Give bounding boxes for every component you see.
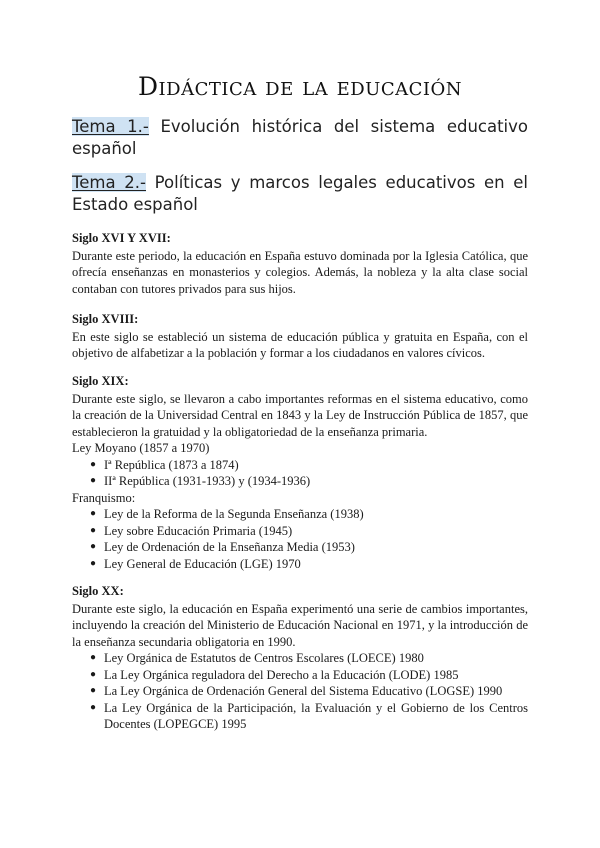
list-item-text: La Ley Orgánica de la Participación, la Evaluación y el Gobierno de los Centros Docentes (LOPEGCE) 1995 <box>104 700 528 731</box>
bullet-icon: ● <box>90 557 97 569</box>
ley-moyano-line: Ley Moyano (1857 a 1970) <box>72 441 210 455</box>
bullet-icon: ● <box>90 458 97 470</box>
section-siglo-xviii <box>72 311 528 362</box>
list-item <box>92 683 528 700</box>
tema-2 <box>72 172 528 216</box>
list-item-text: IIª República (1931-1933) y (1934-1936) <box>104 474 311 488</box>
bullet-icon: ● <box>90 508 97 519</box>
siglo-xx-laws-list <box>72 650 528 733</box>
list-item <box>92 556 528 573</box>
list-item-text: Ley de la Reforma de la Segunda Enseñanza (1938) <box>104 507 364 521</box>
list-item-text: La Ley Orgánica de Ordenación General del Sistema Educativo (LOGSE) 1990 <box>104 684 503 698</box>
tema-1-label: Tema 1.- <box>72 117 149 136</box>
bullet-icon: ● <box>90 685 97 696</box>
section-paragraph: Durante este periodo, la educación en España estuvo dominada por la Iglesia Católica, que ofrecía enseñanzas en monasterios y colegios. Además, la nobleza y la alta clase social contaban con tutores privados para sus hijos. <box>72 248 528 296</box>
section-heading: Siglo XIX: <box>72 374 129 388</box>
list-item <box>92 539 528 556</box>
section-paragraph: En este siglo se estableció un sistema de educación pública y gratuita en España, con el objetivo de alfabetizar a la población y formar a los ciudadanos en valores cívicos. <box>72 329 528 360</box>
list-item <box>92 650 528 667</box>
section-paragraph: Durante este siglo, se llevaron a cabo importantes reformas en el sistema educativo, como la creación de la Universidad Central en 1843 y la Ley de Instrucción Pública de 1857, que establecieron la gratuidad y la obligatoriedad de la enseñanza primaria. <box>72 391 528 439</box>
section-heading: Siglo XX: <box>72 584 124 598</box>
list-item-text: Ley de Ordenación de la Enseñanza Media (1953) <box>104 540 355 554</box>
franquismo-label: Franquismo: <box>72 490 136 505</box>
tema-2-text: Políticas y marcos legales educativos en el Estado español <box>72 173 529 214</box>
list-item-text: Ley sobre Educación Primaria (1945) <box>104 523 293 538</box>
list-item <box>92 506 528 523</box>
list-item <box>92 473 528 490</box>
bullet-icon: ● <box>90 668 97 680</box>
list-item-text: La Ley Orgánica reguladora del Derecho a la Educación (LODE) 1985 <box>104 667 459 682</box>
list-item <box>92 523 528 540</box>
tema-1-text: Evolución histórica del sistema educativo español <box>72 117 529 158</box>
bullet-icon: ● <box>90 475 97 486</box>
bullet-icon: ● <box>90 701 97 713</box>
section-siglo-xvi-xvii <box>72 230 528 297</box>
republicas-list <box>72 457 528 490</box>
list-item <box>92 457 528 474</box>
section-heading: Siglo XVI Y XVII: <box>72 231 171 245</box>
list-item-text: Ley Orgánica de Estatutos de Centros Escolares (LOECE) 1980 <box>104 651 424 665</box>
tema-1 <box>72 116 528 160</box>
list-item-text: Ley General de Educación (LGE) 1970 <box>104 556 301 571</box>
bullet-icon: ● <box>90 541 97 552</box>
section-siglo-xx <box>72 583 528 733</box>
page-title: Didáctica de la educación <box>137 72 462 101</box>
section-siglo-xix <box>72 373 528 572</box>
tema-2-label: Tema 2.- <box>72 173 146 192</box>
section-paragraph: Durante este siglo, la educación en España experimentó una serie de cambios importantes, incluyendo la creación del Ministerio de Educación Nacional en 1971, y la introducción de la enseñanza secundaria obligatoria en 1990. <box>72 601 528 649</box>
bullet-icon: ● <box>90 524 97 536</box>
list-item-text: Iª República (1873 a 1874) <box>104 457 239 472</box>
list-item <box>92 667 528 684</box>
section-heading: Siglo XVIII: <box>72 312 139 326</box>
franquismo-list <box>72 506 528 572</box>
bullet-icon: ● <box>90 652 97 663</box>
list-item <box>92 700 528 733</box>
